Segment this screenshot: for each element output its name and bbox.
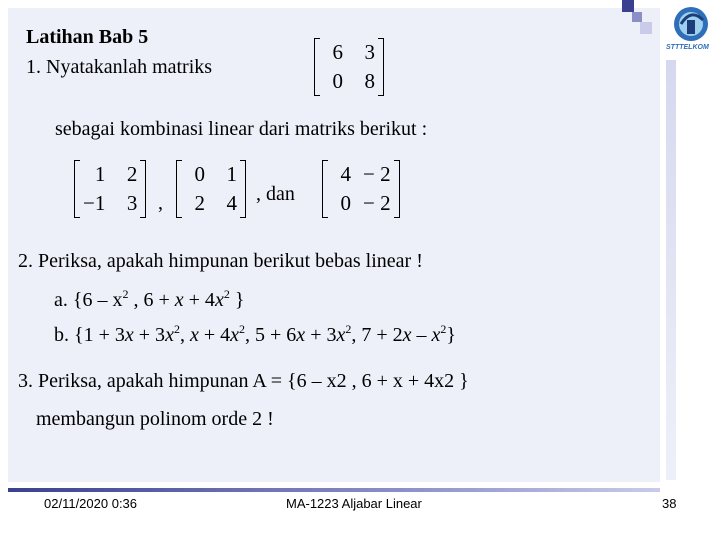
footer-course: MA-1223 Aljabar Linear (286, 496, 422, 511)
page-number: 38 (662, 496, 677, 511)
logo-text: STTTELKOM (666, 44, 709, 51)
matrix-cell: − 2 (363, 162, 391, 186)
matrix-cell: 0 (332, 69, 343, 93)
matrix-cell: 0 (340, 191, 351, 215)
q1-intro: 1. Nyatakanlah matriks (26, 56, 213, 78)
decor-bar-right (666, 60, 676, 480)
matrix-cell: 8 (364, 69, 375, 93)
q2-text: 2. Periksa, apakah himpunan berikut bebas linear ! (18, 250, 423, 272)
matrix-cell: 6 (332, 40, 343, 64)
matrix-cell: 3 (364, 40, 375, 64)
q1-description: sebagai kombinasi linear dari matriks berikut : (55, 118, 428, 140)
logo (664, 2, 718, 54)
matrix-cell: −1 (83, 191, 106, 215)
decor-square-3 (640, 22, 652, 34)
matrix-cell: 4 (226, 191, 237, 215)
decor-square-2 (632, 12, 642, 22)
q2-item-a: a. {$6 - x^2$ , $6 + x + 4x^2$ } (54, 287, 245, 311)
matrix-cell: − 2 (363, 191, 391, 215)
matrix-cell: 0 (194, 162, 205, 186)
matrix-cell: 1 (226, 162, 237, 186)
q3-text-continued: membangun polinom orde 2 ! (36, 408, 274, 430)
matrix-cell: 2 (194, 191, 205, 215)
footer-date: 02/11/2020 0:36 (44, 496, 138, 511)
matrix-1 (74, 160, 146, 218)
conjunction-dan: , dan (256, 183, 295, 205)
footer-divider (8, 488, 660, 492)
matrix-2 (176, 160, 246, 218)
slide-title: Latihan Bab 5 (26, 26, 149, 48)
matrix-cell: 4 (340, 162, 351, 186)
matrix-3 (322, 160, 400, 218)
matrix-cell: 2 (126, 162, 138, 186)
q2-item-b: b. {$1 + 3x + 3x^2$, $x + 4x^2$, $5 + 6x + 3x^2$, $7 + 2x - x^2$} (54, 322, 457, 346)
q3-text: 3. Periksa, apakah himpunan A = {6 – x2 , 6 + x + 4x2 } (18, 370, 469, 392)
decor-square-1 (622, 0, 634, 12)
comma: , (158, 192, 163, 214)
target-matrix (314, 38, 384, 96)
matrix-cell: 1 (94, 162, 106, 186)
matrix-cell: 3 (126, 191, 138, 215)
